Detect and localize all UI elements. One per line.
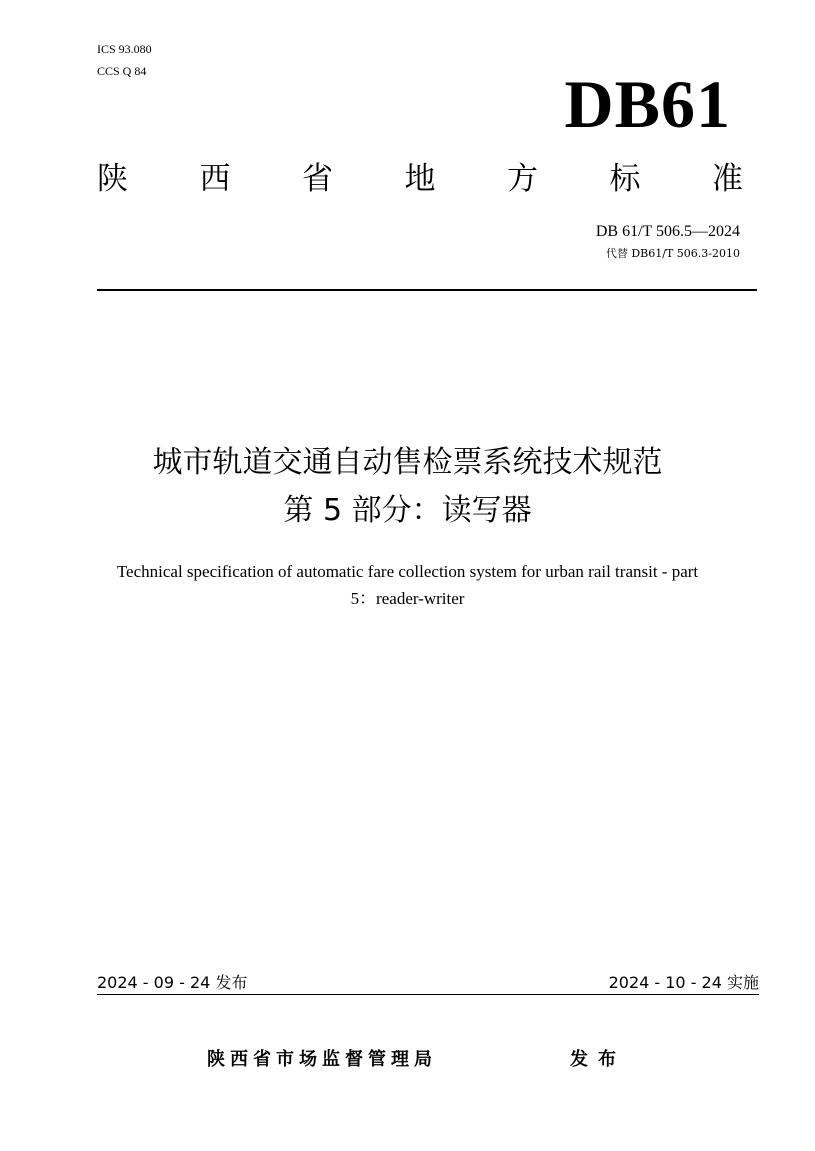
- standard-type-char: 方: [507, 161, 538, 197]
- standard-type-char: 标: [609, 161, 641, 197]
- publish-label: 发布: [570, 1049, 626, 1070]
- implementation-date: 2024 - 10 - 24 实施: [608, 973, 759, 992]
- standard-type-char: 地: [404, 161, 436, 197]
- top-divider: [97, 289, 757, 291]
- standard-type-char: 陕: [97, 161, 128, 197]
- replaces-standard: 代替 DB61/T 506.3-2010: [605, 247, 740, 260]
- standard-type-char: 省: [302, 161, 333, 197]
- subtitle-chinese: 第 5 部分：读写器: [283, 493, 532, 528]
- ics-code: ICS 93.080: [97, 42, 152, 56]
- title-english-line1: Technical specification of automatic fare collection system for urban rail transit - part: [116, 562, 699, 581]
- ccs-code: CCS Q 84: [97, 64, 147, 78]
- standard-type-heading: [97, 158, 743, 200]
- bottom-divider: [97, 994, 759, 995]
- title-english-line2: 5：reader-writer: [350, 589, 465, 608]
- standard-number: DB 61/T 506.5—2024: [595, 223, 740, 240]
- issue-date: 2024 - 09 - 24 发布: [97, 973, 248, 992]
- standard-logo: DB61: [564, 66, 731, 142]
- standard-type-char: 西: [199, 161, 231, 197]
- standard-type-char: 准: [712, 161, 743, 197]
- publisher-name: 陕西省市场监督管理局: [207, 1049, 437, 1070]
- title-chinese: 城市轨道交通自动售检票系统技术规范: [152, 445, 663, 480]
